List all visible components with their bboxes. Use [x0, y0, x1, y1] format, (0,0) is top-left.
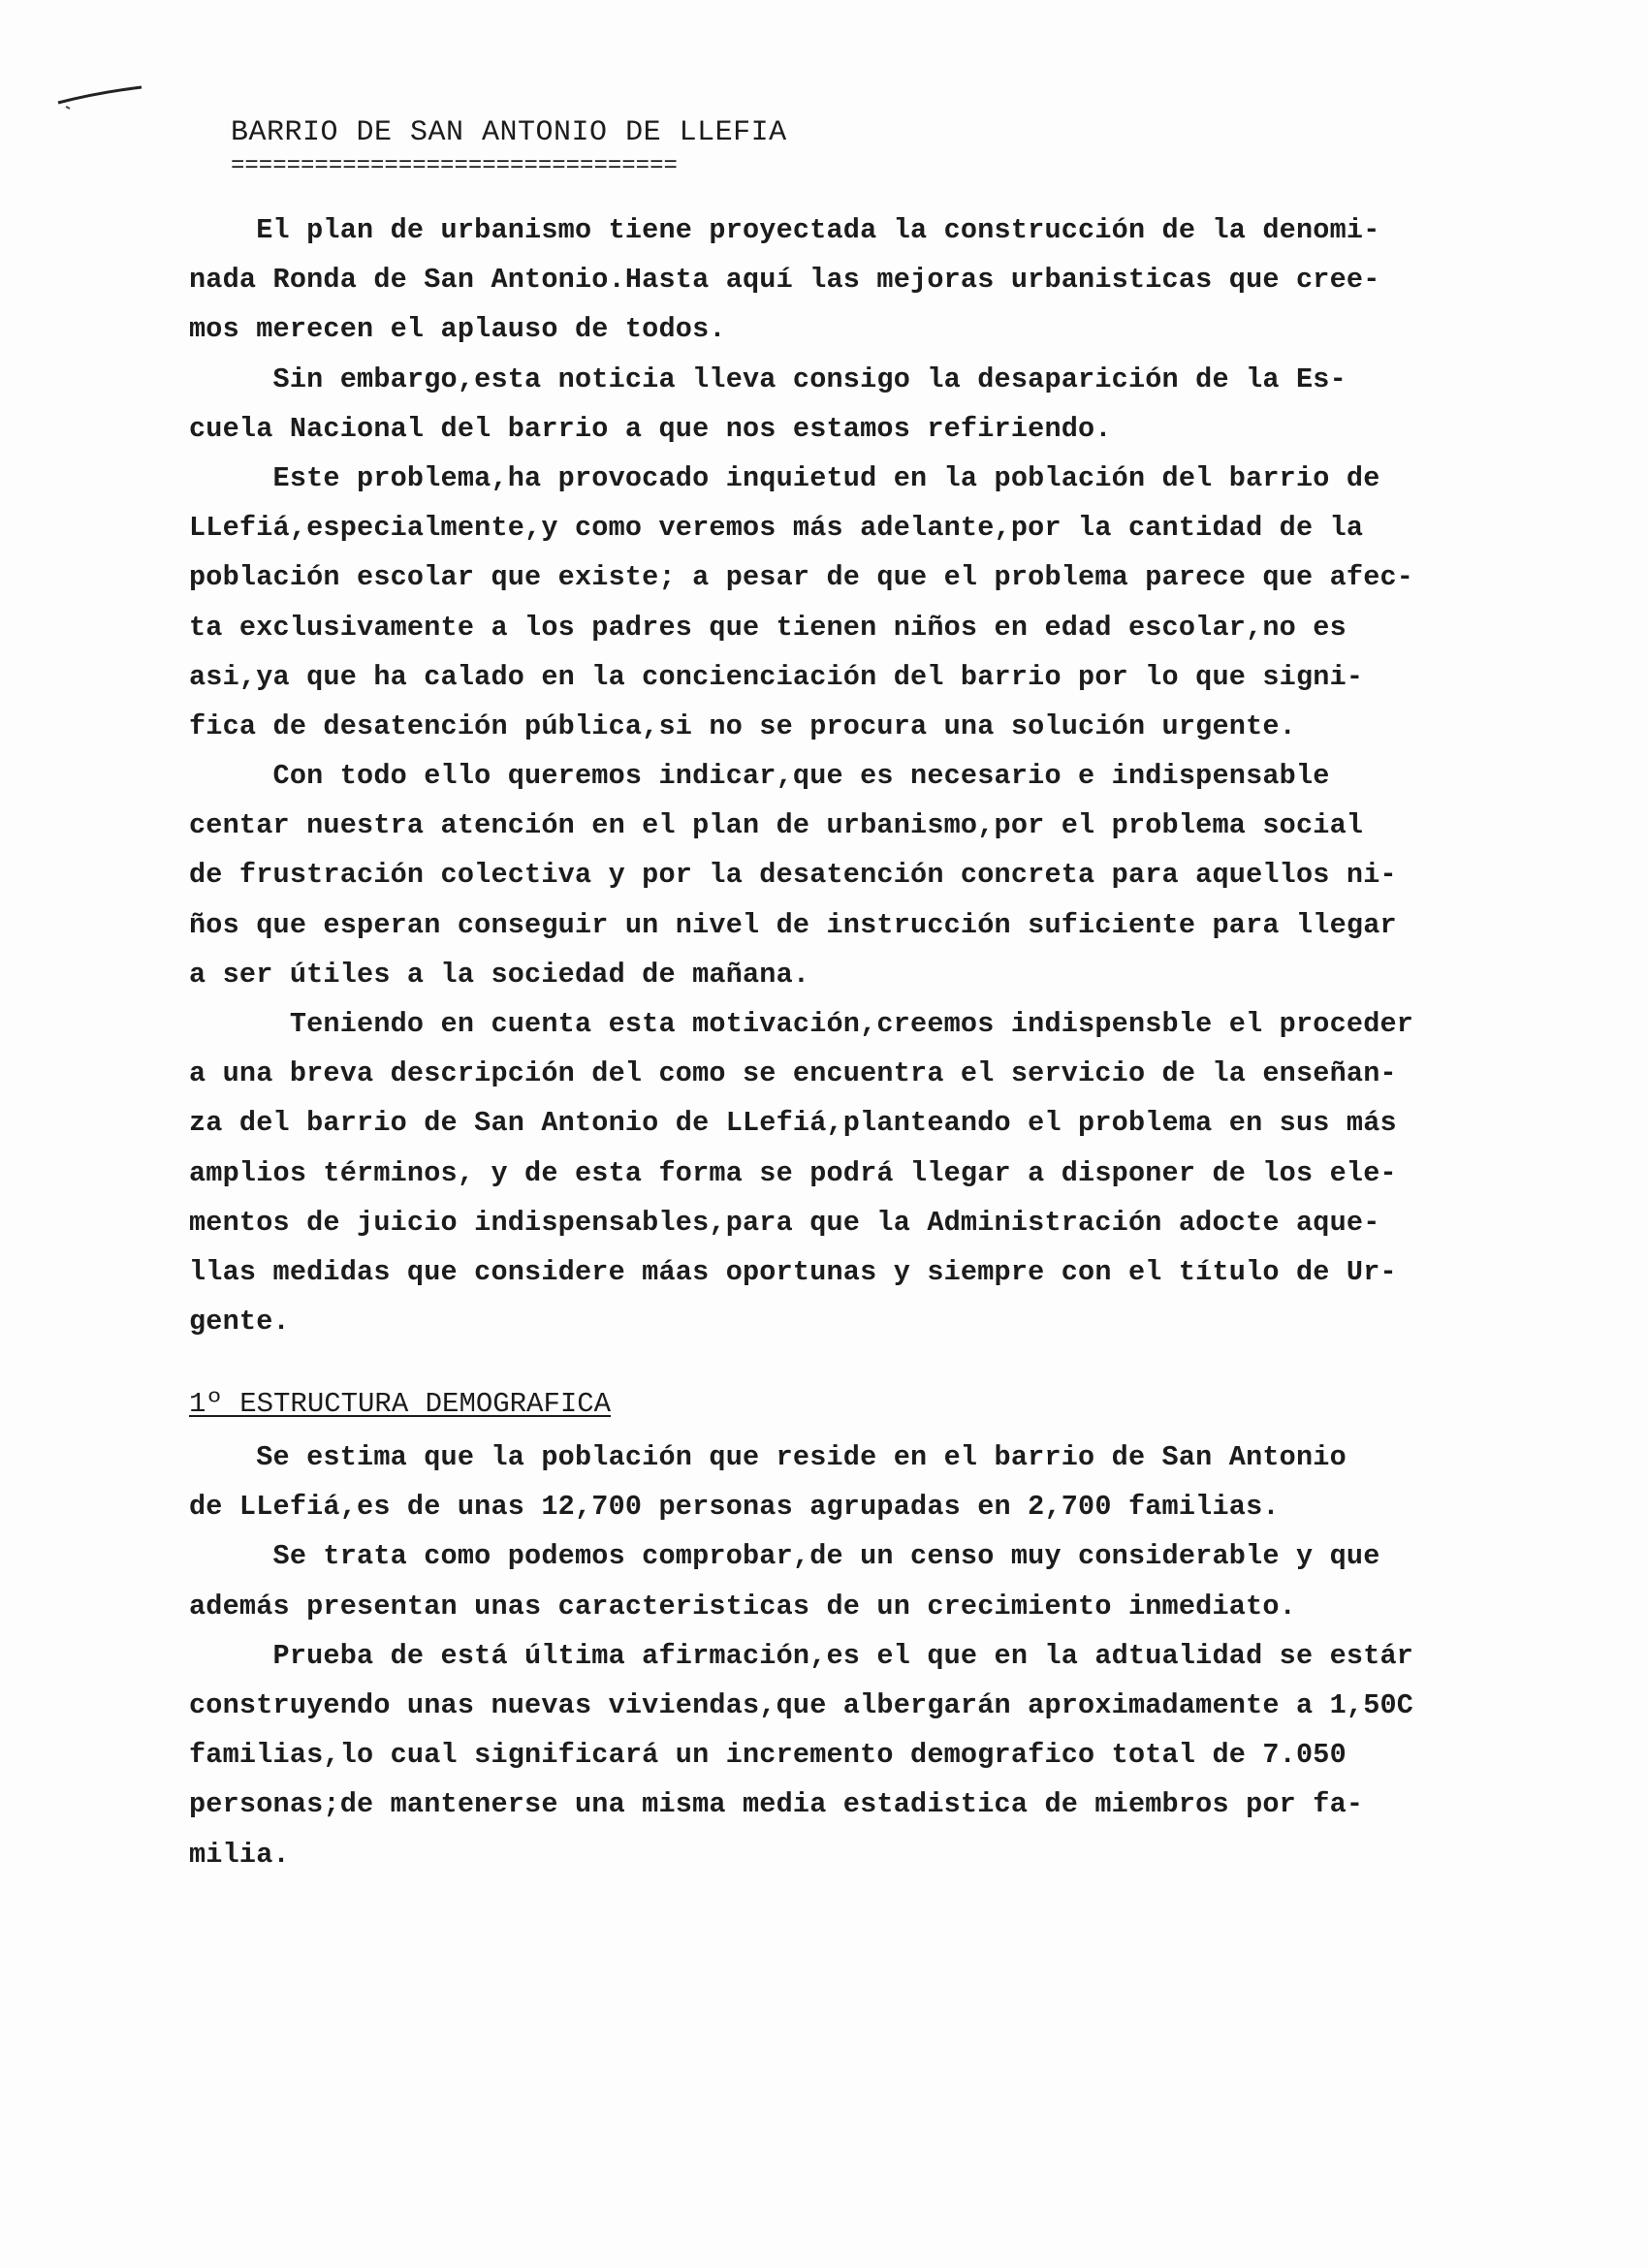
- text-line: Se estima que la población que reside en el barrio de San Antonio: [189, 1441, 1347, 1473]
- text-line: asi,ya que ha calado en la concienciación del barrio por lo que signi-: [189, 660, 1364, 693]
- text-line: además presentan unas caracteristicas de un crecimiento inmediato.: [189, 1590, 1296, 1622]
- text-line: llas medidas que considere máas oportunas y siempre con el título de Ur-: [189, 1255, 1397, 1288]
- text-line: Teniendo en cuenta esta motivación,creemos indispensble el proceder: [189, 1008, 1414, 1040]
- text-line: construyendo unas nuevas viviendas,que albergarán aproximadamente a 1,50C: [189, 1688, 1414, 1721]
- text-line: personas;de mantenerse una misma media estadistica de miembros por fa-: [189, 1788, 1364, 1821]
- text-line: milia.: [189, 1838, 290, 1871]
- text-line: Prueba de está última afirmación,es el que en la adtualidad se estár: [189, 1639, 1414, 1672]
- text-line: Este problema,ha provocado inquietud en la población del barrio de: [189, 461, 1380, 494]
- text-line: gente.: [189, 1306, 290, 1339]
- text-line: Sin embargo,esta noticia lleva consigo la desaparición de la Es-: [189, 362, 1347, 395]
- intro-body: [189, 205, 1469, 1346]
- text-line: amplios términos, y de esta forma se podrá llegar a disponer de los ele-: [189, 1156, 1397, 1189]
- text-line: ños que esperan conseguir un nivel de instrucción suficiente para llegar: [189, 908, 1397, 941]
- text-line: mos merecen el aplauso de todos.: [189, 313, 726, 346]
- text-line: a una breva descripción del como se encuentra el servicio de la enseñan-: [189, 1057, 1397, 1090]
- text-line: El plan de urbanismo tiene proyectada la construcción de la denomi-: [189, 214, 1380, 246]
- section-heading: 1º ESTRUCTURA DEMOGRAFICA: [189, 1388, 612, 1420]
- text-line: Con todo ello queremos indicar,que es necesario e indispensable: [189, 760, 1330, 793]
- pen-mark-icon: [56, 81, 143, 110]
- text-line: LLefiá,especialmente,y como veremos más adelante,por la cantidad de la: [189, 512, 1364, 545]
- text-line: nada Ronda de San Antonio.Hasta aquí las mejoras urbanisticas que cree-: [189, 264, 1380, 297]
- text-line: familias,lo cual significará un incremento demografico total de 7.050: [189, 1739, 1347, 1772]
- text-line: fica de desatención pública,si no se procura una solución urgente.: [189, 709, 1296, 742]
- text-line: de LLefiá,es de unas 12,700 personas agrupadas en 2,700 familias.: [189, 1491, 1280, 1524]
- text-line: centar nuestra atención en el plan de urbanismo,por el problema social: [189, 809, 1364, 842]
- section-body: [189, 1433, 1469, 1879]
- text-line: za del barrio de San Antonio de LLefiá,planteando el problema en sus más: [189, 1107, 1397, 1140]
- text-line: cuela Nacional del barrio a que nos estamos refiriendo.: [189, 412, 1112, 445]
- text-line: ta exclusivamente a los padres que tienen niños en edad escolar,no es: [189, 611, 1347, 644]
- text-line: de frustración colectiva y por la desatención concreta para aquellos ni-: [189, 859, 1397, 892]
- text-line: población escolar que existe; a pesar de que el problema parece que afec-: [189, 561, 1414, 594]
- title-underline-rule: ================================: [231, 153, 678, 179]
- text-line: a ser útiles a la sociedad de mañana.: [189, 958, 810, 991]
- document-title: BARRIO DE SAN ANTONIO DE LLEFIA: [231, 116, 787, 149]
- text-line: mentos de juicio indispensables,para que la Administración adocte aque-: [189, 1206, 1380, 1239]
- text-line: Se trata como podemos comprobar,de un censo muy considerable y que: [189, 1540, 1380, 1573]
